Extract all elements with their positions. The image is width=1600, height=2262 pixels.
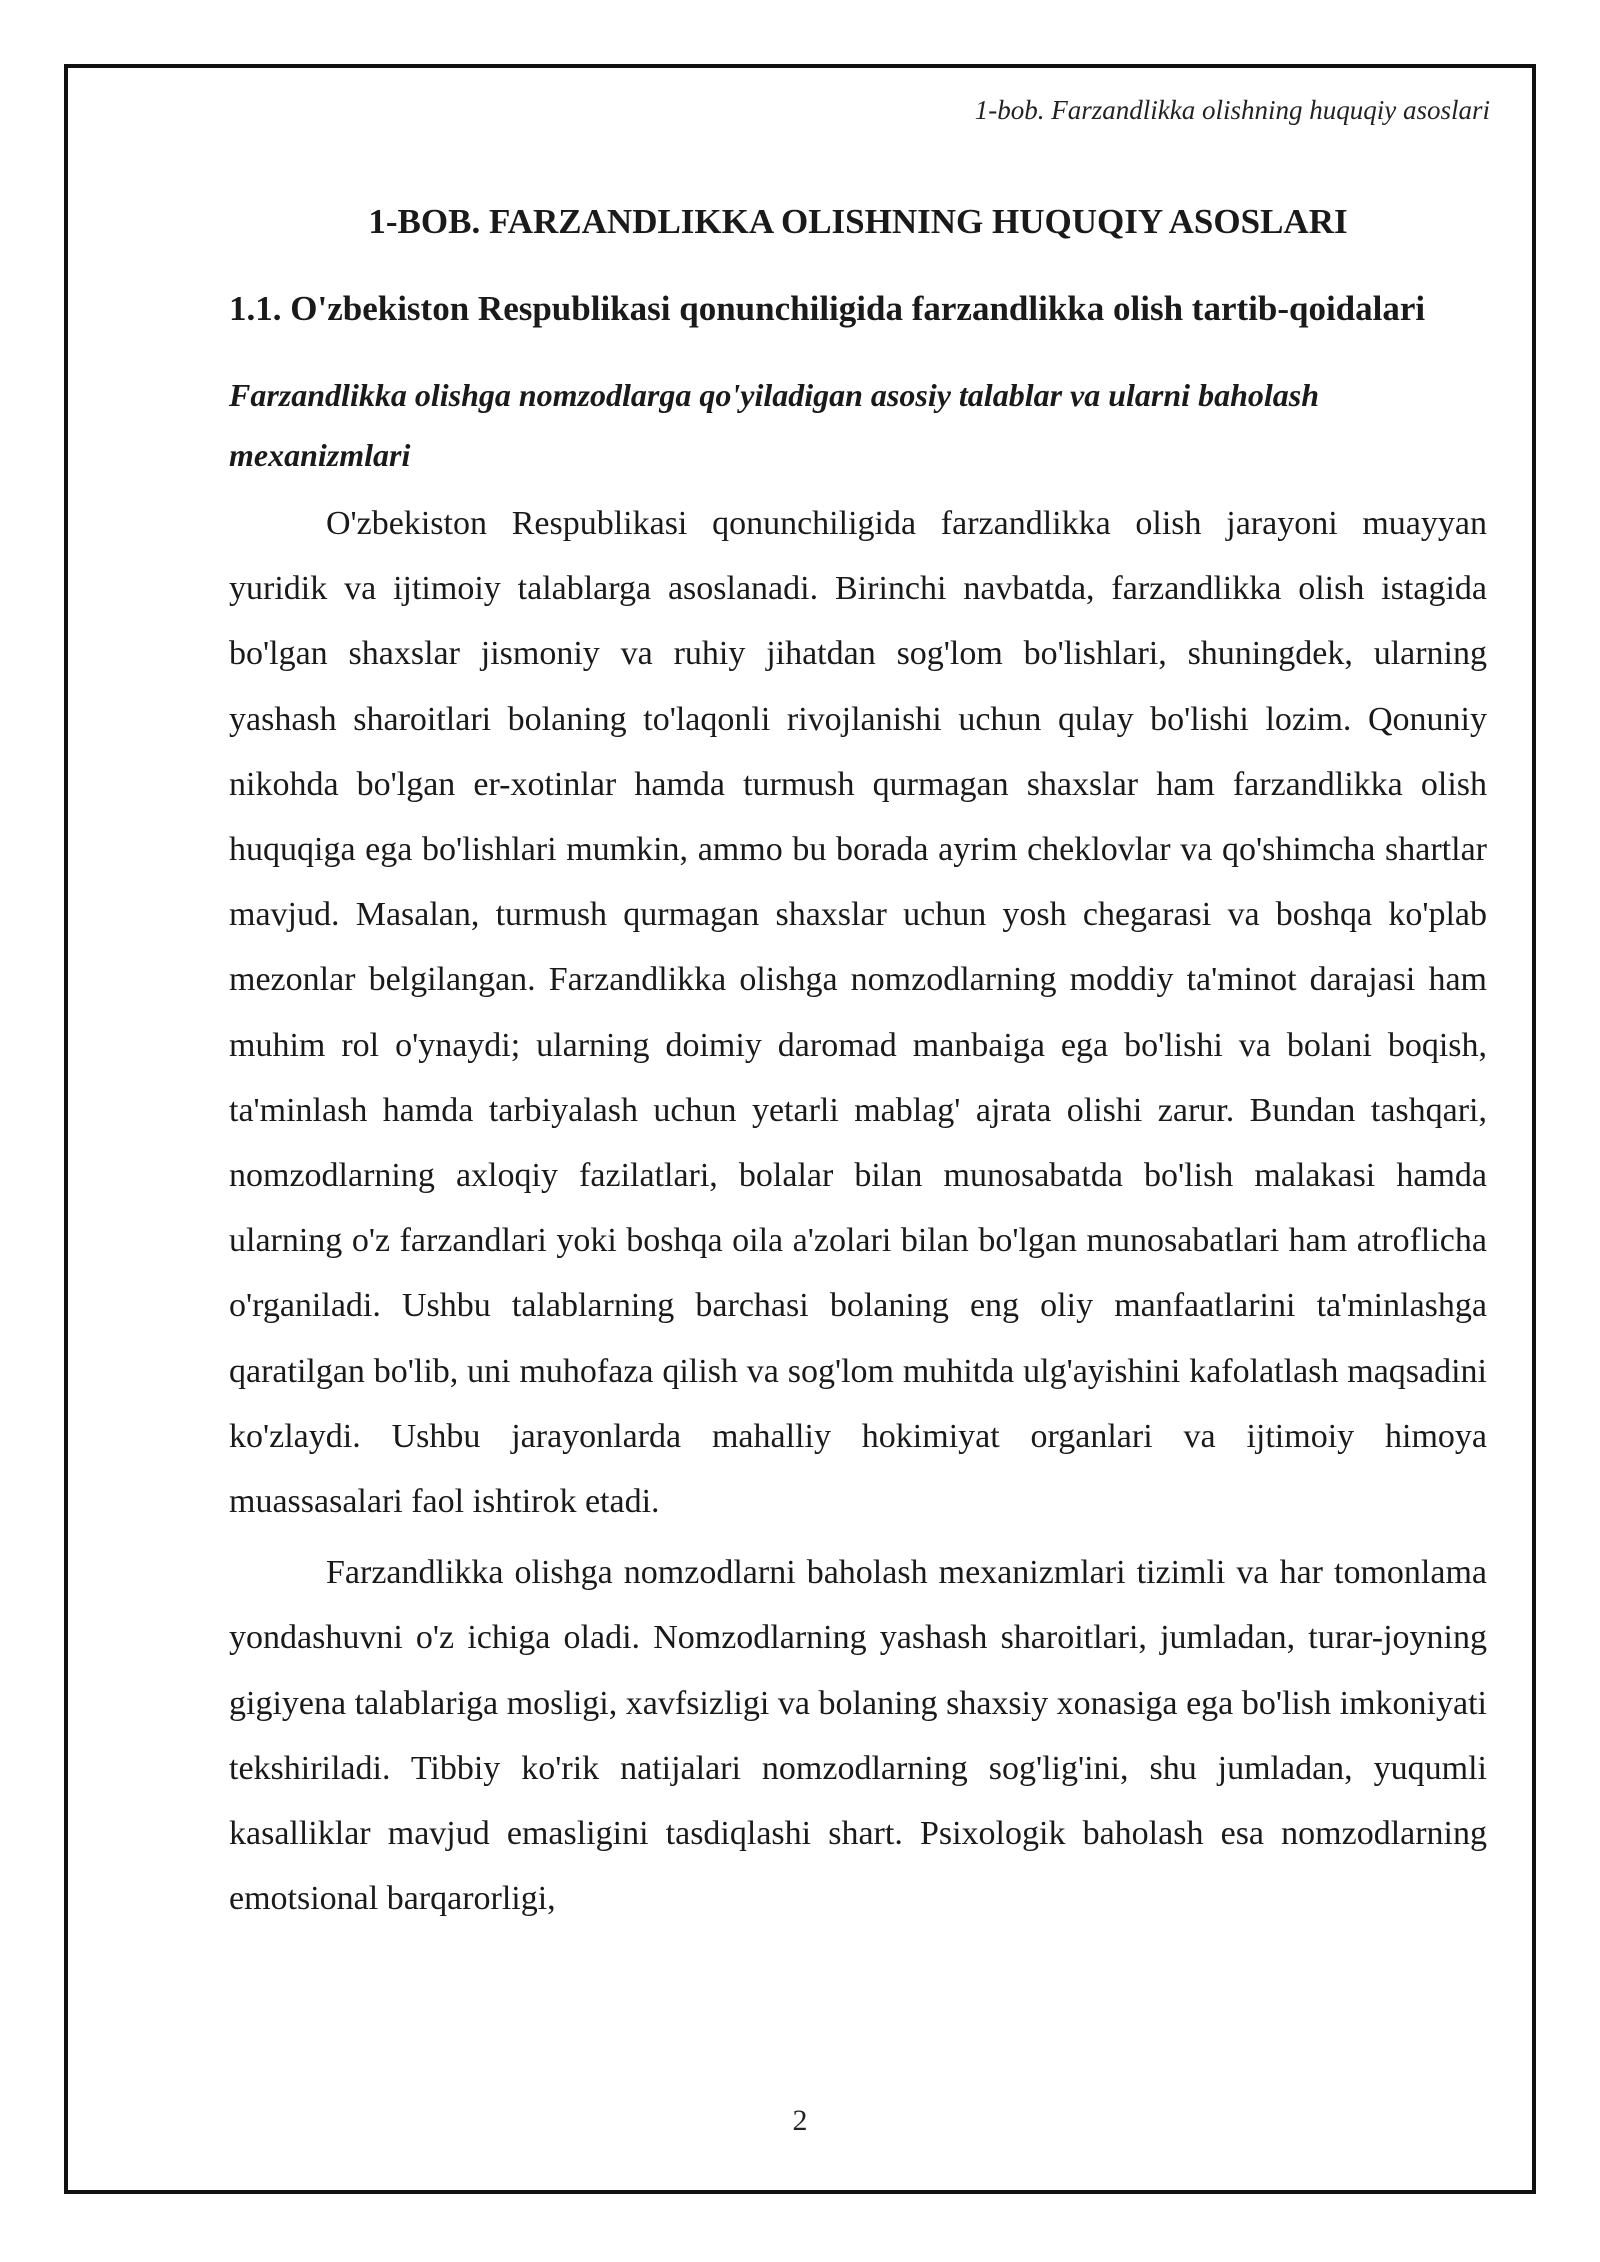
section-title: 1.1. O'zbekiston Respublikasi qonunchiligida farzandlikka olish tartib-qoidalari — [229, 289, 1426, 328]
body-paragraph: O'zbekiston Respublikasi qonunchiligida farzandlikka olish jarayoni muayyan yuridik va ijtimoiy talablarga asoslanadi. Birinchi navbatda, farzandlikka olish istagida bo'lgan shaxslar jismoniy va ruhiy jihatdan sog'lom bo'lishlari, shuningdek, ularning yashash sharoitlari bolaning to'laqonli rivojlanishi uchun qulay bo'lishi lozim. Qonuniy nikohda bo'lgan er-xotinlar hamda turmush qurmagan shaxslar ham farzandlikka olish huquqiga ega bo'lishlari mumkin, ammo bu borada ayrim cheklovlar va qo'shimcha shartlar mavjud. Masalan, turmush qurmagan shaxslar uchun yosh chegarasi va boshqa ko'plab mezonlar belgilangan. Farzandlikka olishga nomzodlarning moddiy ta'minot darajasi ham muhim rol o'ynaydi; ularning doimiy daromad manbaiga ega bo'lishi va bolani boqish, ta'minlash hamda tarbiyalash uchun yetarli mablag' ajrata olishi zarur. Bundan tashqari, nomzodlarning axloqiy fazilatlari, bolalar bilan munosabatda bo'lish malakasi hamda ularning o'z farzandlari yoki boshqa oila a'zolari bilan bo'lgan munosabatlari ham atroflicha o'rganiladi. Ushbu talablarning barchasi bolaning eng oliy manfaatlarini ta'minlashga qaratilgan bo'lib, uni muhofaza qilish va sog'lom muhitda ulg'ayishini kafolatlash maqsadini ko'zlaydi. Ushbu jarayonlarda mahalliy hokimiyat organlari va ijtimoiy himoya muassasalari faol ishtirok etadi. — [229, 505, 1487, 1521]
chapter-title: 1-BOB. FARZANDLIKKA OLISHNING HUQUQIY ASOSLARI — [368, 202, 1348, 241]
body-paragraph: Farzandlikka olishga nomzodlarni baholash mexanizmlari tizimli va har tomonlama yondashuvni o'z ichiga oladi. Nomzodlarning yashash sharoitlari, jumladan, turar-joyning gigiyena talablariga mosligi, xavfsizligi va bolaning shaxsiy xonasiga ega bo'lish imkoniyati tekshiriladi. Tibbiy ko'rik natijalari nomzodlarning sog'lig'ini, shu jumladan, yuqumli kasalliklar mavjud emasligini tasdiqlashi shart. Psixologik baholash esa nomzodlarning emotsional barqarorligi, — [229, 1554, 1487, 1918]
running-header: 1-bob. Farzandlikka olishning huquqiy asoslari — [974, 95, 1490, 125]
subsection-title: Farzandlikka olishga nomzodlarga qo'yiladigan asosiy talablar va ularni baholash mexanizmlari — [229, 377, 1319, 473]
page-number: 2 — [792, 2104, 808, 2137]
document-body — [229, 182, 1487, 1931]
